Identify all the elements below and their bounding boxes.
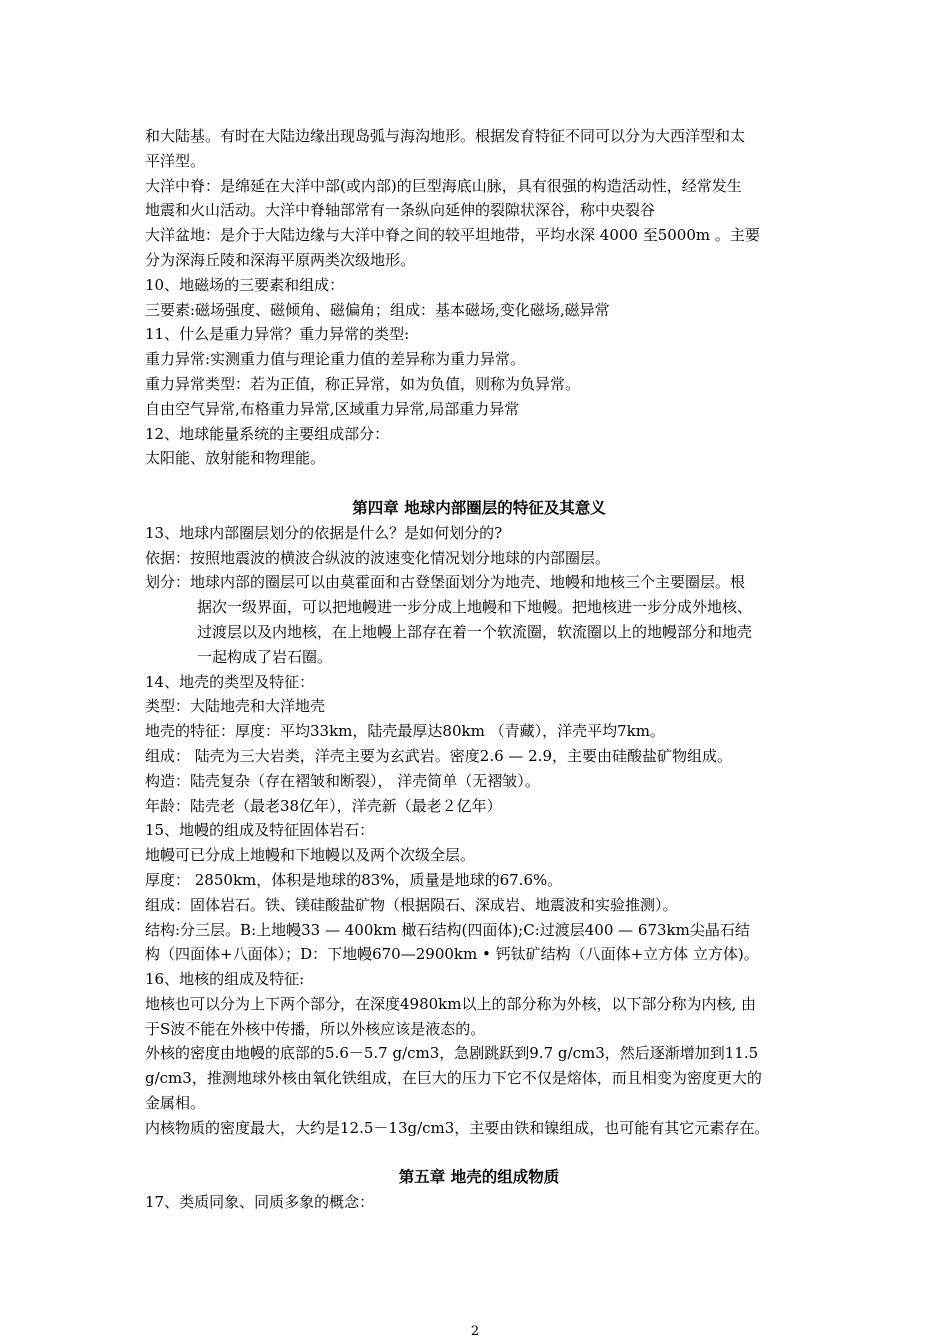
question-15: 15、地幔的组成及特征固体岩石： [145,821,375,840]
text-line: 组成： 陆壳为三大岩类，洋壳主要为玄武岩。密度2.6 — 2.9，主要由硅酸盐矿物组成。 [145,746,733,765]
section-continued-text [145,124,813,471]
text-line: 依据：按照地震波的横波合纵波的波速变化情况划分地球的内部圈层。 [145,548,611,567]
page-content [145,124,813,1215]
text-line: g/cm3，推测地球外核由氧化铁组成，在巨大的压力下它不仅是熔体，而且相变为密度更大的 [145,1069,762,1088]
section-chapter-4 [145,521,813,1141]
text-line: 构（四面体+八面体）；D：下地幔670—2900km • 钙钛矿结构（八面体+立方体 立方体)。 [145,945,759,964]
indented-line: 一起构成了岩石圈。 [197,647,333,666]
question-10: 10、地磁场的三要素和组成： [145,275,345,294]
indented-line: 过渡层以及内地核，在上地幔上部存在着一个软流圈，软流圈以上的地幔部分和地壳 [197,622,753,641]
section-chapter-5 [145,1190,813,1215]
text-line: 太阳能、放射能和物理能。 [145,449,326,468]
text-line: 和大陆基。有时在大陆边缘出现岛弧与海沟地形。根据发育特征不同可以分为大西洋型和太 [145,127,746,145]
text-line: 类型：大陆地壳和大洋地壳 [145,697,326,716]
text-line: 重力异常类型：若为正值，称正异常，如为负值，则称为负异常。 [145,374,581,393]
question-16: 16、地核的组成及特征: [145,970,305,989]
text-line: 平洋型。 [145,151,206,170]
page-number: 2 [470,1324,480,1339]
text-line: 三要素:磁场强度、磁倾角、磁偏角；组成：基本磁场,变化磁场,磁异常 [145,300,610,319]
question-11: 11、什么是重力异常？重力异常的类型: [145,325,410,344]
text-line: 重力异常:实测重力值与理论重力值的差异称为重力异常。 [145,350,526,369]
question-17: 17、类质同象、同质多象的概念： [145,1193,375,1212]
text-line: 地震和火山活动。大洋中脊轴部常有一条纵向延伸的裂隙状深谷，称中央裂谷 [145,201,656,220]
text-line: 划分：地球内部的圈层可以由莫霍面和古登堡面划分为地壳、地幔和地核三个主要圈层。根 [145,573,746,592]
text-line: 地壳的特征：厚度：平均33km，陆壳最厚达80km （青藏），洋壳平均7km。 [145,722,665,741]
text-line: 外核的密度由地幔的底部的5.6－5.7 g/cm3，急剧跳跃到9.7 g/cm3，然后逐渐增加到11.5 [145,1044,759,1063]
text-line: 结构:分三层。B:上地幔33 — 400km 橄石结构(四面体);C:过渡层400 — 673km尖晶石结 [145,920,750,939]
chapter-5-heading: 第五章 地壳的组成物质 [398,1167,560,1187]
text-line: 年龄：陆壳老（最老38亿年），洋壳新（最老２亿年） [145,796,502,815]
text-line: 厚度： 2850km，体积是地球的83%，质量是地球的67.6%。 [145,870,563,889]
question-13: 13、地球内部圈层划分的依据是什么？是如何划分的? [145,523,503,542]
text-line: 内核物质的密度最大，大约是12.5－13g/cm3，主要由铁和镍组成，也可能有其它元素存在。 [145,1118,770,1137]
text-line: 组成：固体岩石。铁、镁硅酸盐矿物（根据陨石、深成岩、地震波和实验推测）。 [145,895,678,914]
text-line: 大洋中脊：是绵延在大洋中部(或内部)的巨型海底山脉，具有很强的构造活动性，经常发生 [145,176,742,195]
text-line: 分为深海丘陵和深海平原两类次级地形。 [145,250,416,269]
question-14: 14、地壳的类型及特征： [145,672,315,691]
chapter-4-heading: 第四章 地球内部圈层的特征及其意义 [352,497,606,517]
text-line: 金属相。 [145,1094,206,1113]
indented-line: 据次一级界面，可以把地幔进一步分成上地幔和下地幔。把地核进一步分成外地核、 [197,598,753,617]
text-line: 大洋盆地：是介于大陆边缘与大洋中脊之间的较平坦地带，平均水深 4000 至5000m 。主要 [145,226,760,245]
text-line: 自由空气异常,布格重力异常,区域重力异常,局部重力异常 [145,399,520,418]
text-line: 地幔可已分成上地幔和下地幔以及两个次级全层。 [145,846,476,865]
text-line: 地核也可以分为上下两个部分，在深度4980km以上的部分称为外核，以下部分称为内核, 由 [145,994,757,1013]
text-line: 于S波不能在外核中传播，所以外核应该是液态的。 [145,1019,486,1038]
question-12: 12、地球能量系统的主要组成部分： [145,424,390,443]
text-line: 构造：陆壳复杂（存在褶皱和断裂）， 洋壳简单（无褶皱）。 [145,771,540,790]
